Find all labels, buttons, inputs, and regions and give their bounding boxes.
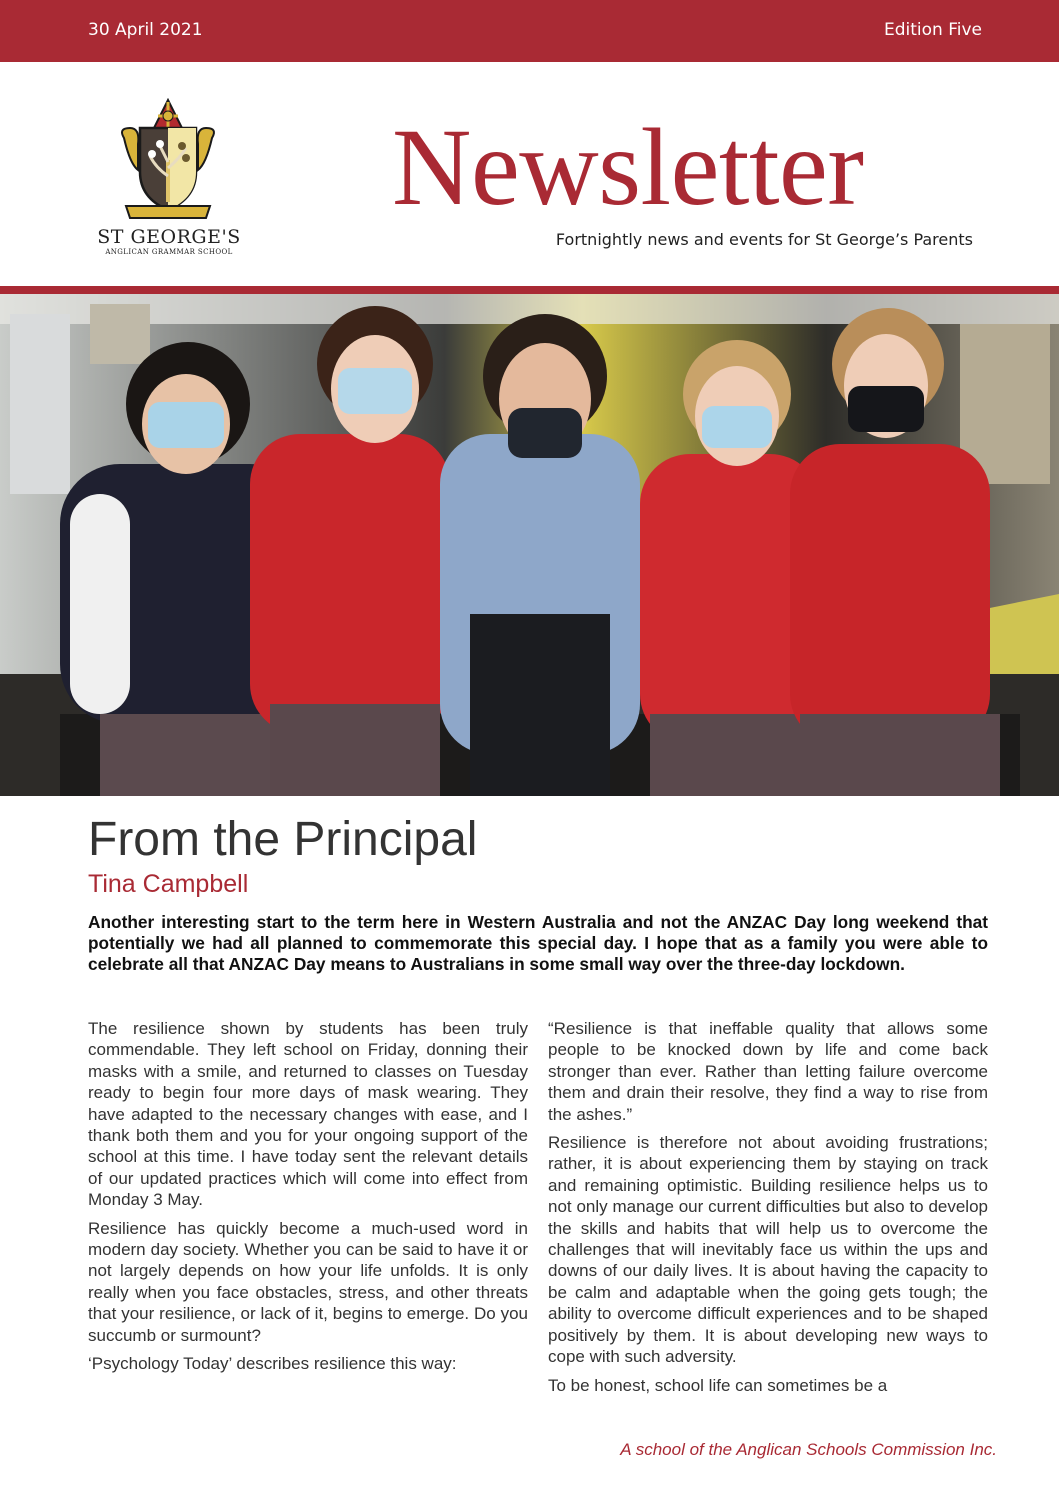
article-right-column xyxy=(548,1018,988,1403)
paragraph: The resilience shown by students has been truly commendable. They left school on Friday, donning their masks with a smile, and returned to classes on Tuesday ready to begin four more days of mask wearing. They have adapted to the necessary changes with ease, and I thank both them and you for your ongoing support of the school at this time. I have today sent the relevant details of our updated practices which will come into effect from Monday 3 May. xyxy=(88,1019,528,1210)
article-author: Tina Campbell xyxy=(88,870,249,898)
masthead-title: Newsletter xyxy=(392,106,864,228)
quote-paragraph: “Resilience is that ineffable quality that allows some people to be knocked down by life and come back stronger than ever. Rather than letting failure overcome them and drain their resolve, they find a way to rise from the ashes.” xyxy=(548,1019,988,1124)
masthead-tagline: Fortnightly news and events for St George’s Parents xyxy=(555,230,973,249)
paragraph: To be honest, school life can sometimes be a xyxy=(548,1375,888,1395)
crest-icon xyxy=(116,98,220,224)
paragraph: ‘Psychology Today’ describes resilience this way: xyxy=(88,1354,457,1374)
edition-label: Edition Five xyxy=(883,20,982,40)
article-intro: Another interesting start to the term here in Western Australia and not the ANZAC Day long weekend that potentially we had all planned to commemorate this special day. I hope that as a family you were able to celebrate all that ANZAC Day means to Australians in some small way over the three-day lockdown. xyxy=(88,912,988,974)
crest-school-subname: ANGLICAN GRAMMAR SCHOOL xyxy=(105,248,233,256)
article-left-column xyxy=(88,1018,528,1382)
group-photo-icon xyxy=(0,294,1059,796)
footer-note: A school of the Anglican Schools Commission Inc. xyxy=(620,1440,997,1459)
paragraph: Resilience is therefore not about avoiding frustrations; rather, it is about experiencing them by staying on track and remaining optimistic. Building resilience helps us to not only manage our current difficulties but also to develop the skills and habits that will help us to overcome the challenges that will inevitably face us within the ups and downs of our daily lives. It is about having the capacity to be calm and adaptable when the going gets tough; the ability to overcome difficult experiences and to be shaped positively by them. It is about developing new ways to cope with such adversity. xyxy=(548,1133,988,1367)
paragraph: Resilience has quickly become a much-used word in modern day society. Whether you can be said to have it or not largely depends on how your life unfolds. It is only really when you face obstacles, stress, and other threats that your resilience, or lack of it, begins to emerge. Do you succumb or surmount? xyxy=(88,1218,528,1345)
article-title: From the Principal xyxy=(88,813,478,866)
header-bar xyxy=(0,0,1059,62)
header-rule xyxy=(0,286,1059,294)
issue-date: 30 April 2021 xyxy=(88,20,203,40)
cover-photo xyxy=(0,294,1059,796)
crest-school-name: ST GEORGE'S xyxy=(97,226,241,248)
school-crest xyxy=(84,98,254,260)
